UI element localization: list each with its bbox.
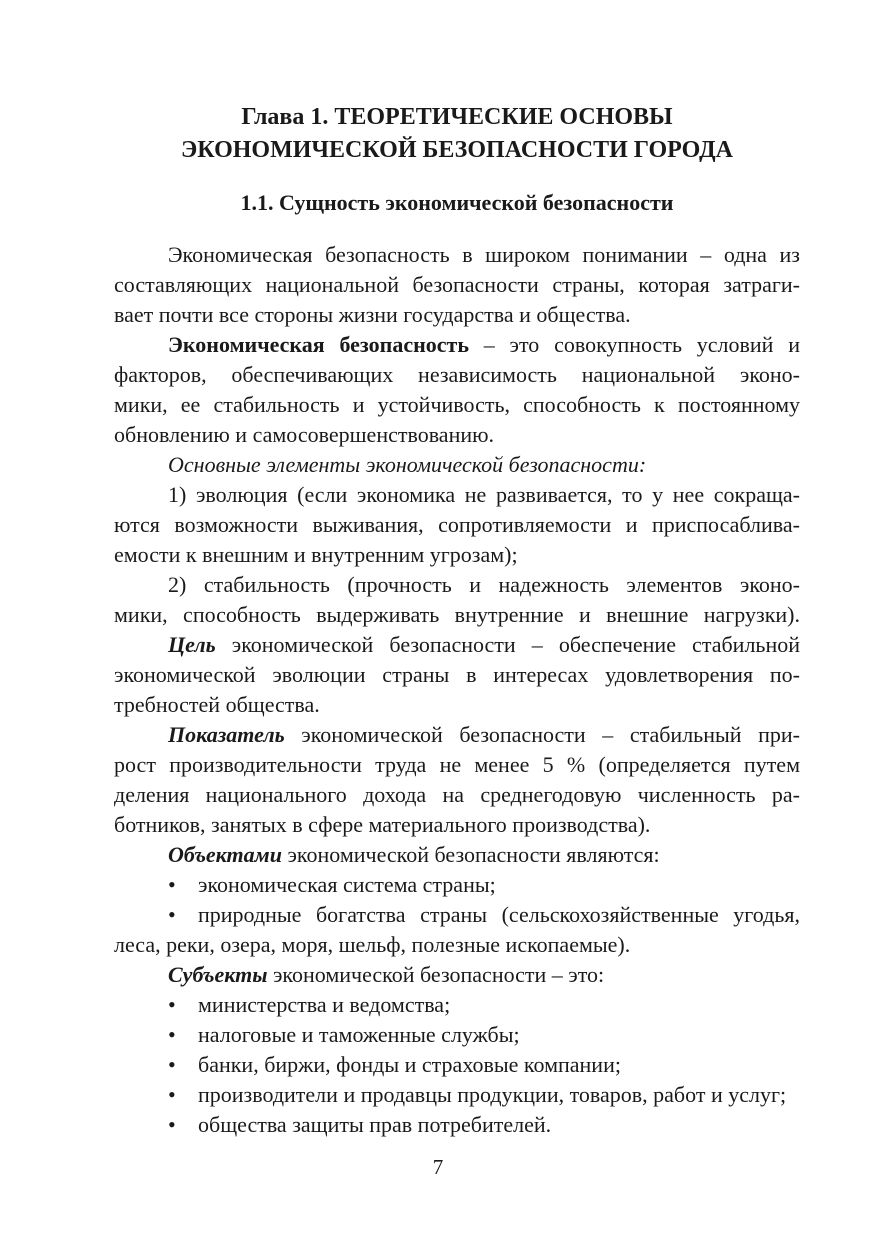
section-title: 1.1. Сущность экономической безопасности <box>240 190 674 215</box>
list-item <box>114 1080 800 1110</box>
text-line: деления национального дохода на среднегодовую численность ра- <box>114 782 800 807</box>
list-item <box>114 1110 800 1140</box>
text-line: леса, реки, озера, моря, шельф, полезные ископаемые). <box>114 932 631 957</box>
objects-list <box>114 870 800 960</box>
text-line: требностей общества. <box>114 692 320 717</box>
text-line: емости к внешним и внутренним угрозам); <box>114 542 518 567</box>
term-goal: Цель <box>168 632 216 657</box>
text-line: ются возможности выживания, сопротивляемости и приспосаблива- <box>114 512 800 537</box>
bullet-icon: • <box>168 1112 176 1137</box>
bullet-icon: • <box>168 1022 176 1047</box>
term-objects: Объектами <box>168 842 282 867</box>
text-line <box>114 630 800 660</box>
list-item <box>114 1020 800 1050</box>
paragraph-objects <box>114 840 800 870</box>
list-item-text: общества защиты прав потребителей. <box>198 1112 552 1137</box>
paragraph-definition <box>114 330 800 450</box>
page-number: 7 <box>432 1155 444 1179</box>
text-line <box>114 720 800 750</box>
chapter-title-line-2: ЭКОНОМИЧЕСКОЙ БЕЗОПАСНОСТИ ГОРОДА <box>181 137 733 163</box>
paragraph-element-evolution <box>114 480 800 570</box>
text-line: 1) эволюция (если экономика не развивается, то у нее сокраща- <box>168 482 800 507</box>
list-item-text: природные богатства страны (сельскохозяйственные угодья, <box>198 902 800 927</box>
body-text <box>114 240 800 1140</box>
text-line: Экономическая безопасность в широком понимании – одна из <box>168 242 800 267</box>
list-item-text: министерства и ведомства; <box>198 992 451 1017</box>
list-item-text: налоговые и таможенные службы; <box>198 1022 520 1047</box>
text-line: мики, способность выдерживать внутренние и внешние нагрузки). <box>114 602 800 627</box>
list-item-text: производители и продавцы продукции, товаров, работ и услуг; <box>198 1082 787 1107</box>
text-line: ботников, занятых в сфере материального производства). <box>114 812 651 837</box>
list-item <box>114 990 800 1020</box>
subjects-list <box>114 990 800 1140</box>
text-line: обновлению и самосовершенствованию. <box>114 422 495 447</box>
text-line: рост производительности труда не менее 5 % (определяется путем <box>114 752 800 777</box>
term-subjects: Субъекты <box>168 962 268 987</box>
text-line: факторов, обеспечивающих независимость национальной эконо- <box>114 362 800 387</box>
paragraph-elements-heading <box>114 450 800 480</box>
paragraph-goal <box>114 630 800 720</box>
text-line: вает почти все стороны жизни государства и общества. <box>114 302 631 327</box>
chapter-title <box>110 101 804 167</box>
text-line <box>114 960 800 990</box>
text-fragment: экономической безопасности являются: <box>281 842 660 867</box>
list-item <box>114 900 800 930</box>
text-line: мики, ее стабильность и устойчивость, способность к постоянному <box>114 392 800 417</box>
term-indicator: Показатель <box>168 722 285 747</box>
term-economic-security: Экономическая безопасность <box>168 332 469 357</box>
text-line: составляющих национальной безопасности страны, которая затраги- <box>114 272 800 297</box>
paragraph-indicator <box>114 720 800 840</box>
chapter-title-line-1: Глава 1. ТЕОРЕТИЧЕСКИЕ ОСНОВЫ <box>241 104 673 130</box>
text-line <box>114 840 800 870</box>
paragraph-element-stability <box>114 570 800 630</box>
bullet-icon: • <box>168 872 176 897</box>
text-line: Основные элементы экономической безопасности: <box>168 452 647 477</box>
paragraph-definition-broad <box>114 240 800 330</box>
text-line: 2) стабильность (прочность и надежность элементов эконо- <box>168 572 800 597</box>
text-line: экономической эволюции страны в интересах удовлетворения по- <box>114 662 800 687</box>
text-line <box>114 330 800 360</box>
paragraph-subjects <box>114 960 800 990</box>
list-item-text: банки, биржи, фонды и страховые компании; <box>198 1052 621 1077</box>
list-item <box>114 1050 800 1080</box>
bullet-icon: • <box>168 1082 176 1107</box>
list-item-text: экономическая система страны; <box>198 872 496 897</box>
text-fragment: – это совокупность условий и <box>468 332 800 357</box>
list-item <box>114 870 800 900</box>
bullet-icon: • <box>168 992 176 1017</box>
text-fragment: экономической безопасности – обеспечение стабильной <box>215 632 800 657</box>
bullet-icon: • <box>168 902 176 927</box>
bullet-icon: • <box>168 1052 176 1077</box>
text-fragment: экономической безопасности – это: <box>267 962 605 987</box>
text-fragment: экономической безопасности – стабильный при- <box>284 722 800 747</box>
